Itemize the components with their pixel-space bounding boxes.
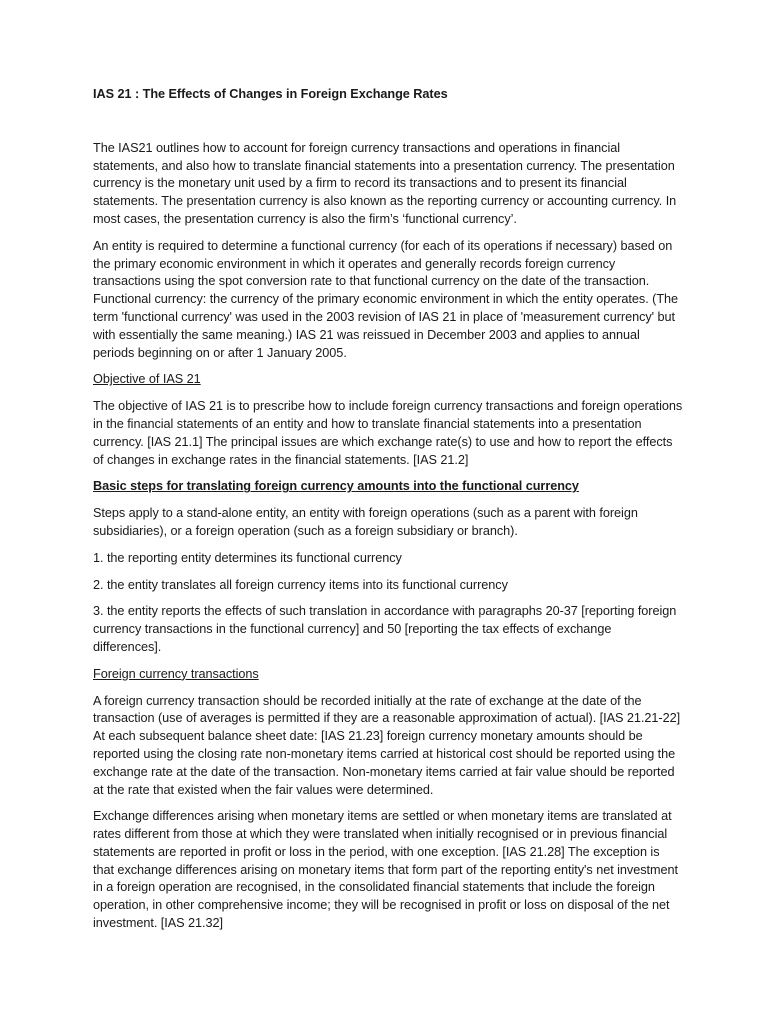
document-title: IAS 21 : The Effects of Changes in Foreign Exchange Rates <box>93 87 448 101</box>
paragraph-functional-currency: An entity is required to determine a functional currency (for each of its operations if necessary) based on the primary economic environment in which it operates and generally records foreign currency transactions using the spot conversion rate to that functional currency on the date of the transaction. Functional currency: the currency of the primary economic environment in which the entity operates. (The term 'functional currency' was used in the 2003 revision of IAS 21 in place of 'measurement currency' but with essentially the same meaning.) IAS 21 was reissued in December 2003 and applies to annual periods beginning on or after 1 January 2005. <box>93 238 679 360</box>
step-item-1: 1. the reporting entity determines its functional currency <box>93 550 402 565</box>
paragraph-exchange-differences: Exchange differences arising when monetary items are settled or when monetary items are translated at rates different from those at which they were translated when initially recognised or in previous financial statements are reported in profit or loss in the period, with one exception. [IAS 21.28] The exception is that exchange differences arising on monetary items that form part of the reporting entity's net investment in a foreign operation are recognised, in the consolidated financial statements that include the foreign operation, in other comprehensive income; they will be recognised in profit or loss on disposal of the net investment. [IAS 21.32] <box>93 809 679 931</box>
paragraph-steps-intro: Steps apply to a stand-alone entity, an entity with foreign operations (such as a parent with foreign subsidiaries), or a foreign operation (such as a foreign subsidiary or branch). <box>93 506 638 538</box>
heading-basic-steps: Basic steps for translating foreign currency amounts into the functional currency <box>93 479 579 494</box>
document-page <box>93 86 683 942</box>
paragraph-transactions: A foreign currency transaction should be recorded initially at the rate of exchange at the date of the transaction (use of averages is permitted if they are a reasonable approximation of actual). [IAS 21.21-22] At each subsequent balance sheet date: [IAS 21.23] foreign currency monetary amounts should be reported using the closing rate non-monetary items carried at historical cost should be reported using the exchange rate at the date of the transaction. Non-monetary items carried at fair value should be reported at the rate that existed when the fair values were determined. <box>93 693 681 797</box>
heading-objective: Objective of IAS 21 <box>93 372 201 387</box>
heading-foreign-currency-transactions: Foreign currency transactions <box>93 666 259 681</box>
paragraph-intro: The IAS21 outlines how to account for foreign currency transactions and operations in financial statements, and also how to translate financial statements into a presentation currency. The presentation currency is the monetary unit used by a firm to record its transactions and to present its financial statements. The presentation currency is also known as the reporting currency or accounting currency. In most cases, the presentation currency is also the firm’s ‘functional currency’. <box>93 140 677 226</box>
paragraph-objective: The objective of IAS 21 is to prescribe how to include foreign currency transactions and foreign operations in the financial statements of an entity and how to translate financial statements into a presentation currency. [IAS 21.1] The principal issues are which exchange rate(s) to use and how to report the effects of changes in exchange rates in the financial statements. [IAS 21.2] <box>93 399 683 467</box>
step-item-3: 3. the entity reports the effects of such translation in accordance with paragraphs 20-37 [reporting foreign currency transactions in the functional currency] and 50 [reporting the tax effects of exchange differences]. <box>93 604 677 654</box>
step-item-2: 2. the entity translates all foreign currency items into its functional currency <box>93 577 508 592</box>
